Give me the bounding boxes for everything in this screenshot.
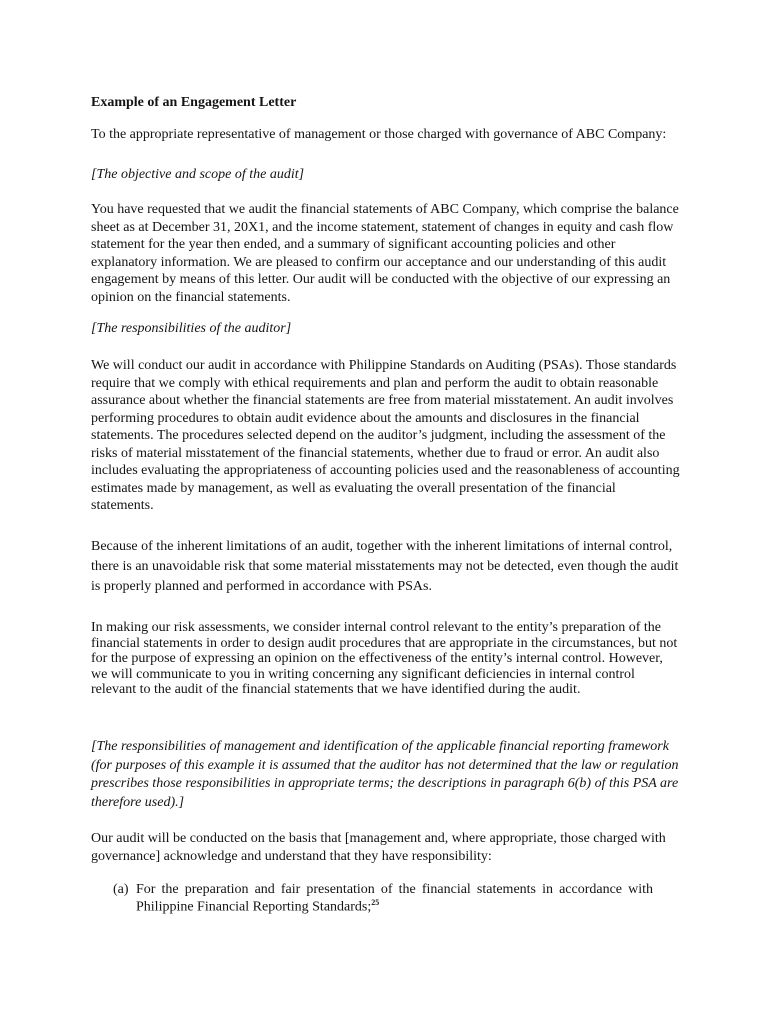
section-heading-auditor: [The responsibilities of the auditor] [91,321,292,336]
list-item-label: (a) [113,882,129,897]
paragraph-inherent-limitations: Because of the inherent limitations of an audit, together with the inherent limitations of internal control, there is an unavoidable risk that some material misstatements may not be detected, even though the audit is properly planned and performed in accordance with PSAs. [91,539,679,594]
document-title: Example of an Engagement Letter [91,95,297,110]
footnote-marker: 25 [371,898,380,907]
list-item-text [136,883,653,914]
salutation: To the appropriate representative of management or those charged with governance of ABC Company: [91,127,667,142]
section-heading-management: [The responsibilities of management and identification of the applicable financial reporting framework (for purposes of this example it is assumed that the auditor has not determined that the law or regulation prescribes those responsibilities in appropriate terms; the descriptions in paragraph 6(b) of this PSA are therefore used).] [91,739,679,810]
list-item-body: For the preparation and fair presentation of the financial statements in accordance with Philippine Financial Reporting Standards; [136,882,653,915]
list-item [113,883,653,914]
section-heading-objective: [The objective and scope of the audit] [91,167,305,182]
paragraph-auditor-standards: We will conduct our audit in accordance with Philippine Standards on Auditing (PSAs). Those standards require that we comply with ethical requirements and plan and perform the audit to obtain reasonable assurance about whether the financial statements are free from material misstatement. An audit involves performing procedures to obtain audit evidence about the amounts and disclosures in the financial statements. The procedures selected depend on the auditor’s judgment, including the assessment of the risks of material misstatement of the financial statements, whether due to fraud or error. An audit also includes evaluating the appropriateness of accounting policies used and the reasonableness of accounting estimates made by management, as well as evaluating the overall presentation of the financial statements. [91,358,680,513]
paragraph-risk-assessments: In making our risk assessments, we consider internal control relevant to the entity’s preparation of the financial statements in order to design audit procedures that are appropriate in the circumstances, but not for the purpose of expressing an opinion on the effectiveness of the entity’s internal control. However, we will communicate to you in writing concerning any significant deficiencies in internal control relevant to the audit of the financial statements that we have identified during the audit. [91,620,678,697]
paragraph-management-basis: Our audit will be conducted on the basis that [management and, where appropriate, those charged with governance] acknowledge and understand that they have responsibility: [91,831,666,864]
paragraph-objective: You have requested that we audit the financial statements of ABC Company, which comprise the balance sheet as at December 31, 20X1, and the income statement, statement of changes in equity and cash flow statement for the year then ended, and a summary of significant accounting policies and other explanatory information. We are pleased to confirm our acceptance and our understanding of this audit engagement by means of this letter. Our audit will be conducted with the objective of our expressing an opinion on the financial statements. [91,202,679,305]
